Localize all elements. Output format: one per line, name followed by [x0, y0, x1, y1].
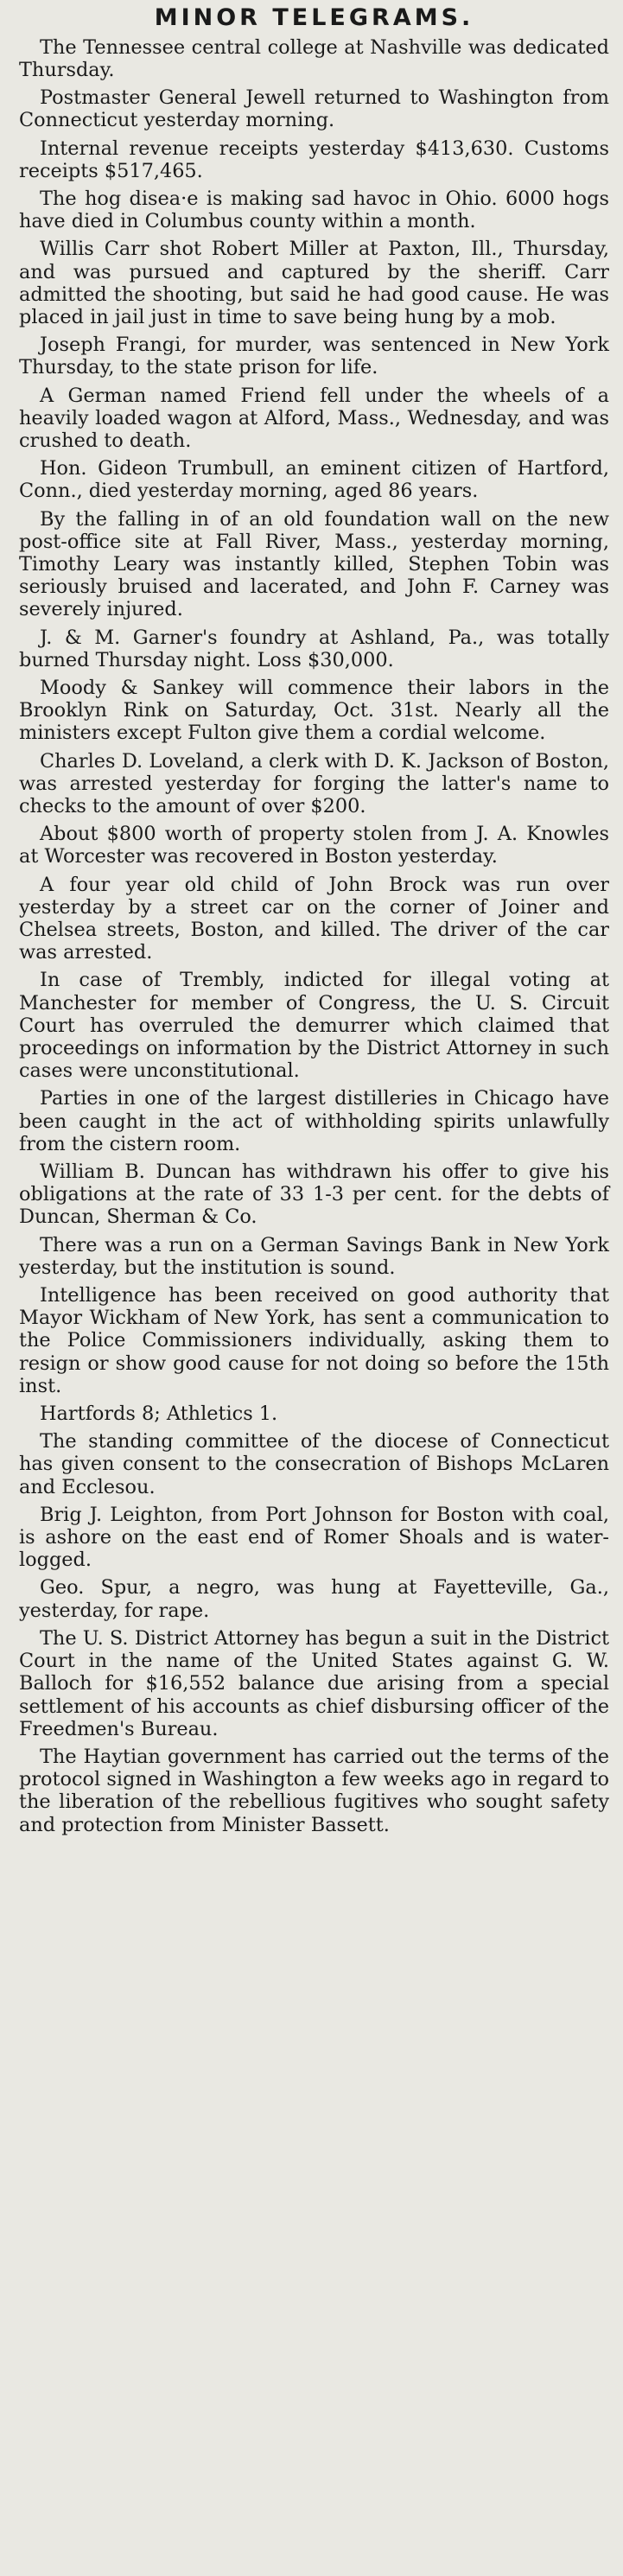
news-item: Geo. Spur, a negro, was hung at Fayetteville, Ga., yesterday, for rape.: [19, 1576, 609, 1622]
news-item: The standing committee of the diocese of Connecticut has given consent to the consecration of Bishops McLaren and Ecclesou.: [19, 1430, 609, 1498]
news-item: J. & M. Garner's foundry at Ashland, Pa., was totally burned Thursday night. Loss $30,000.: [19, 626, 609, 671]
news-item: In case of Trembly, indicted for illegal voting at Manchester for member of Congress, the U. S. Circuit Court has overruled the demurrer which claimed that proceedings on information by the District Attorney in such cases were unconstitutional.: [19, 969, 609, 1083]
news-item: Internal revenue receipts yesterday $413,630. Customs receipts $517,465.: [19, 137, 609, 182]
news-item: William B. Duncan has withdrawn his offer to give his obligations at the rate of 33 1-3 per cent. for the debts of Duncan, Sherman & Co.: [19, 1161, 609, 1229]
news-item: Intelligence has been received on good authority that Mayor Wickham of New York, has sent a communication to the Police Commissioners individually, asking them to resign or show good cause for not doing so before the 15th inst.: [19, 1284, 609, 1397]
news-item: Postmaster General Jewell returned to Washington from Connecticut yesterday morning.: [19, 86, 609, 132]
news-item: The U. S. District Attorney has begun a suit in the District Court in the name of the United States against G. W. Balloch for $16,552 balance due arising from a special settlement of his accounts as chief disbursing officer of the Freedmen's Bureau.: [19, 1626, 609, 1740]
news-item: The Haytian government has carried out the terms of the protocol signed in Washington a few weeks ago in regard to the liberation of the rebellious fugitives who sought safety and protection from Minister Bassett.: [19, 1745, 609, 1836]
news-item: Moody & Sankey will commence their labors in the Brooklyn Rink on Saturday, Oct. 31st. Nearly all the ministers except Fulton give them a cordial welcome.: [19, 676, 609, 745]
news-item: By the falling in of an old foundation wall on the new post-office site at Fall River, Mass., yesterday morning, Timothy Leary was instantly killed, Stephen Tobin was seriously bruised and lacerated, and John F. Carney was severely injured.: [19, 507, 609, 621]
news-item: Hartfords 8; Athletics 1.: [40, 1402, 278, 1426]
news-item: The Tennessee central college at Nashville was dedicated Thursday.: [19, 35, 609, 81]
news-item: About $800 worth of property stolen from J. A. Knowles at Worcester was recovered in Boston yesterday.: [19, 823, 609, 868]
news-item: Brig J. Leighton, from Port Johnson for Boston with coal, is ashore on the east end of Romer Shoals and is water-logged.: [19, 1503, 609, 1572]
news-item: A four year old child of John Brock was run over yesterday by a street car on the corner of Joiner and Chelsea streets, Boston, and killed. The driver of the car was arrested.: [19, 873, 609, 964]
news-item: The hog disea·e is making sad havoc in Ohio. 6000 hogs have died in Columbus county within a month.: [19, 187, 609, 233]
news-item: Charles D. Loveland, a clerk with D. K. Jackson of Boston, was arrested yesterday for forging the latter's name to checks to the amount of over $200.: [19, 749, 609, 817]
news-item: Willis Carr shot Robert Miller at Paxton, Ill., Thursday, and was pursued and captured by the sheriff. Carr admitted the shooting, but said he had good cause. He was placed in jail just in time to save being hung by a mob.: [19, 238, 609, 328]
news-item: A German named Friend fell under the wheels of a heavily loaded wagon at Alford, Mass., Wednesday, and was crushed to death.: [19, 384, 609, 452]
news-item: There was a run on a German Savings Bank in New York yesterday, but the institution is sound.: [19, 1233, 609, 1279]
news-item: Hon. Gideon Trumbull, an eminent citizen of Hartford, Conn., died yesterday morning, aged 86 years.: [19, 457, 609, 503]
news-item: Parties in one of the largest distilleries in Chicago have been caught in the act of withholding spirits unlawfully from the cistern room.: [19, 1087, 609, 1155]
column-headline: MINOR TELEGRAMS.: [154, 4, 474, 31]
news-item: Joseph Frangi, for murder, was sentenced in New York Thursday, to the state prison for life.: [19, 334, 609, 379]
